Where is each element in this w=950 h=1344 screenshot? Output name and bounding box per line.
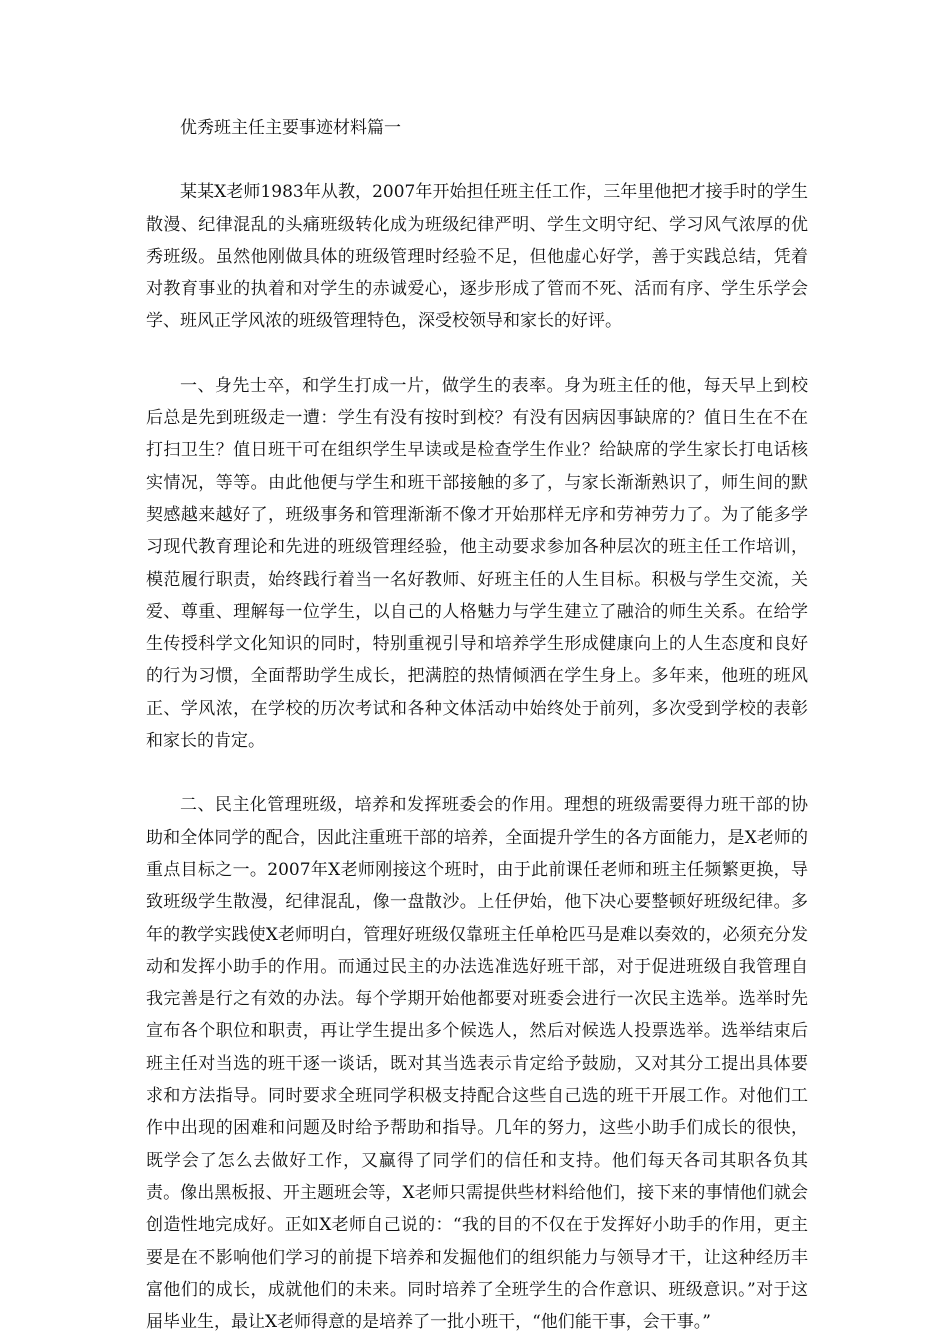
- document-title: 优秀班主任主要事迹材料篇一: [180, 118, 401, 138]
- paragraph-section-one: 一、身先士卒，和学生打成一片，做学生的表率。身为班主任的他，每天早上到校后总是先到班级走一遭：学生有没有按时到校？有没有因病因事缺席的？值日生在不在打扫卫生？值日班干可在组织学生早读或是检查学生作业？给缺席的学生家长打电话核实情况，等等。由此他便与学生和班干部接触的多了，与家长渐渐熟识了，师生间的默契感越来越好了，班级事务和管理渐渐不像才开始那样无序和劳神劳力了。为了能多学习现代教育理论和先进的班级管理经验，他主动要求参加各种层次的班主任工作培训，模范履行职责，始终践行着当一名好教师、好班主任的人生目标。积极与学生交流，关爱、尊重、理解每一位学生，以自己的人格魅力与学生建立了融洽的师生关系。在给学生传授科学文化知识的同时，特别重视引导和培养学生形成健康向上的人生态度和良好的行为习惯，全面帮助学生成长，把满腔的热情倾洒在学生身上。多年来，他班的班风正、学风浓，在学校的历次考试和各种文体活动中始终处于前列，多次受到学校的表彰和家长的肯定。: [146, 375, 808, 752]
- paragraph-section-two: 二、民主化管理班级，培养和发挥班委会的作用。理想的班级需要得力班干部的协助和全体同学的配合，因此注重班干部的培养，全面提升学生的各方面能力，是X老师的重点目标之一。2007年X老师刚接这个班时，由于此前课任老师和班主任频繁更换，导致班级学生散漫，纪律混乱，像一盘散沙。上任伊始，他下决心要整顿好班级纪律。多年的教学实践使X老师明白，管理好班级仅靠班主任单枪匹马是难以奏效的，必须充分发动和发挥小助手的作用。而通过民主的办法选准选好班干部，对于促进班级自我管理自我完善是行之有效的办法。每个学期开始他都要对班委会进行一次民主选举。选举时先宣布各个职位和职责，再让学生提出多个候选人，然后对候选人投票选举。选举结束后班主任对当选的班干逐一谈话，既对其当选表示肯定给予鼓励，又对其分工提出具体要求和方法指导。同时要求全班同学积极支持配合这些自己选的班干开展工作。对他们工作中出现的困难和问题及时给予帮助和指导。几年的努力，这些小助手们成长的很快，既学会了怎么去做好工作，又赢得了同学们的信任和支持。他们每天各司其职各负其责。像出黑板报、开主题班会等，X老师只需提供些材料给他们，接下来的事情他们就会创造性地完成好。正如X老师自己说的：“我的目的不仅在于发挥好小助手的作用，更主要是在不影响他们学习的前提下培养和发掘他们的组织能力与领导才干，让这种经历丰富他们的成长，成就他们的未来。同时培养了全班学生的合作意识、班级意识。”对于这届毕业生，最让X老师得意的是培养了一批小班干，“他们能干事，会干事。”: [146, 795, 808, 1333]
- paragraph-intro: 某某X老师1983年从教，2007年开始担任班主任工作，三年里他把才接手时的学生散漫、纪律混乱的头痛班级转化成为班级纪律严明、学生文明守纪、学习风气浓厚的优秀班级。虽然他刚做具体的班级管理时经验不足，但他虚心好学，善于实践总结，凭着对教育事业的执着和对学生的赤诚爱心，逐步形成了管而不死、活而有序、学生乐学会学、班风正学风浓的班级管理特色，深受校领导和家长的好评。: [146, 182, 808, 332]
- document-body: [146, 112, 808, 1338]
